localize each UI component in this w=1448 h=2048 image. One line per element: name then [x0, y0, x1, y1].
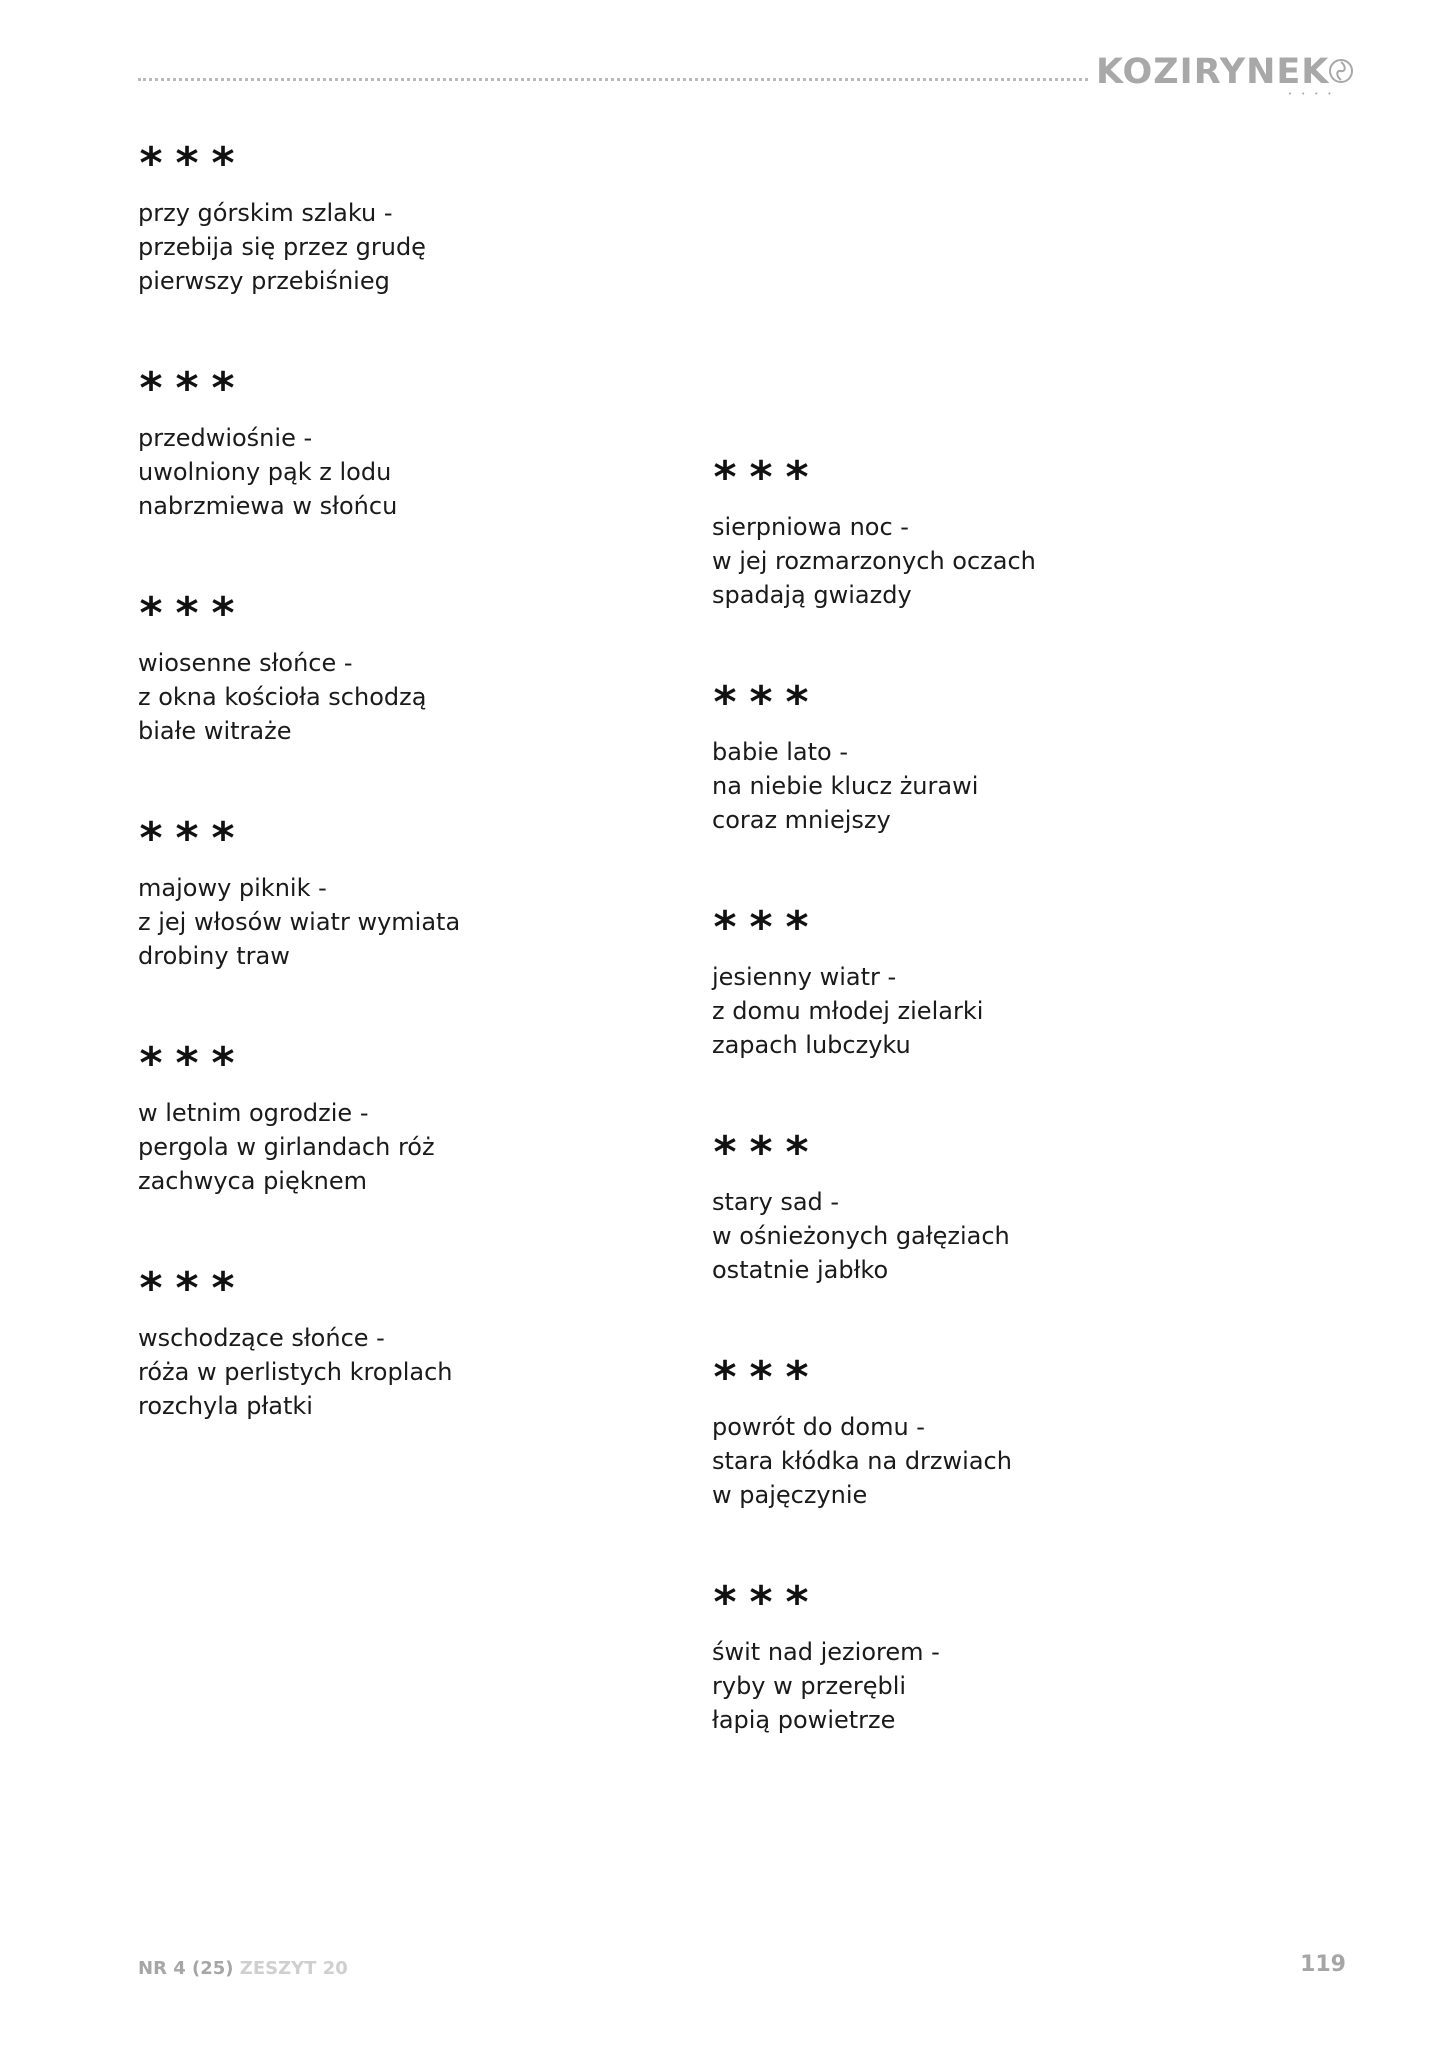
asterism-separator: [712, 677, 1272, 728]
haiku-line: coraz mniejszy: [712, 806, 891, 834]
haiku-line: sierpniowa noc -: [712, 513, 909, 541]
asterisk: *: [211, 1263, 235, 1314]
left-haiku-4: [138, 813, 698, 1042]
haiku-line: babie lato -: [712, 738, 848, 766]
haiku-line: stary sad -: [712, 1188, 840, 1216]
left-haiku-2: [138, 363, 698, 592]
haiku-line: białe witraże: [138, 717, 292, 745]
haiku-line: róża w perlistych kroplach: [138, 1358, 453, 1386]
asterisk: *: [175, 1263, 199, 1314]
haiku-line: z okna kościoła schodzą: [138, 683, 427, 711]
haiku-line: na niebie klucz żurawi: [712, 772, 979, 800]
asterisk: *: [713, 1577, 737, 1628]
asterism-separator: [138, 138, 698, 189]
asterisk: *: [139, 363, 163, 414]
haiku-line: jesienny wiatr -: [712, 963, 897, 991]
asterisk: *: [713, 677, 737, 728]
asterisk: *: [713, 1127, 737, 1178]
haiku-line: w jej rozmarzonych oczach: [712, 547, 1036, 575]
left-haiku-5: [138, 1038, 698, 1267]
right-haiku-5: [712, 1352, 1272, 1581]
haiku-line: nabrzmiewa w słońcu: [138, 492, 398, 520]
asterisk: *: [749, 1352, 773, 1403]
haiku-line: uwolniony pąk z lodu: [138, 458, 392, 486]
asterisk: *: [713, 452, 737, 503]
haiku-line: drobiny traw: [138, 942, 290, 970]
zeszyt-number: ZESZYT 20: [239, 1958, 348, 1979]
left-poem-column: [138, 138, 698, 1492]
haiku-line: świt nad jeziorem -: [712, 1638, 940, 1666]
right-poem-column: [712, 452, 1272, 1806]
haiku-line: ostatnie jabłko: [712, 1256, 889, 1284]
asterism-separator: [712, 452, 1272, 503]
asterisk: *: [785, 1127, 809, 1178]
asterisk: *: [211, 1038, 235, 1089]
haiku-line: z jej włosów wiatr wymiata: [138, 908, 461, 936]
haiku-line: przebija się przez grudę: [138, 233, 426, 261]
asterisk: *: [139, 1263, 163, 1314]
magazine-logo: [1096, 52, 1356, 102]
asterisk: *: [175, 813, 199, 864]
asterisk: *: [785, 677, 809, 728]
asterism-separator: [712, 1127, 1272, 1178]
right-haiku-3: [712, 902, 1272, 1131]
asterisk: *: [785, 452, 809, 503]
asterism-separator: [138, 588, 698, 639]
asterisk: *: [749, 1577, 773, 1628]
page-number: 119: [1300, 1952, 1346, 1977]
haiku-line: pergola w girlandach róż: [138, 1133, 435, 1161]
haiku-line: rozchyla płatki: [138, 1392, 313, 1420]
right-haiku-2: [712, 677, 1272, 906]
haiku-line: zachwyca pięknem: [138, 1167, 367, 1195]
haiku-line: z domu młodej zielarki: [712, 997, 984, 1025]
haiku-line: pierwszy przebiśnieg: [138, 267, 390, 295]
asterisk: *: [211, 813, 235, 864]
right-haiku-1: [712, 452, 1272, 681]
haiku-line: przy górskim szlaku -: [138, 199, 393, 227]
asterism-separator: [712, 902, 1272, 953]
haiku-line: spadają gwiazdy: [712, 581, 912, 609]
asterisk: *: [139, 138, 163, 189]
left-haiku-3: [138, 588, 698, 817]
haiku-line: wschodzące słońce -: [138, 1324, 385, 1352]
asterisk: *: [713, 1352, 737, 1403]
asterisk: *: [785, 1352, 809, 1403]
logo-dots: ••••: [1288, 90, 1341, 98]
asterisk: *: [175, 138, 199, 189]
asterisk: *: [139, 813, 163, 864]
footer-issue-info: [138, 1958, 348, 1979]
haiku-line: ryby w przerębli: [712, 1672, 907, 1700]
right-haiku-6: [712, 1577, 1272, 1806]
asterisk: *: [211, 588, 235, 639]
haiku-line: majowy piknik -: [138, 874, 327, 902]
haiku-line: w letnim ogrodzie -: [138, 1099, 369, 1127]
asterism-separator: [138, 1038, 698, 1089]
left-haiku-6: [138, 1263, 698, 1492]
haiku-line: w ośnieżonych gałęziach: [712, 1222, 1010, 1250]
asterisk: *: [175, 588, 199, 639]
asterism-separator: [138, 363, 698, 414]
header-dotted-rule: [138, 78, 1088, 81]
compass-swirl-icon: [1328, 58, 1354, 84]
asterisk: *: [139, 588, 163, 639]
haiku-line: stara kłódka na drzwiach: [712, 1447, 1012, 1475]
asterisk: *: [749, 1127, 773, 1178]
asterism-separator: [138, 813, 698, 864]
asterisk: *: [785, 902, 809, 953]
asterisk: *: [211, 363, 235, 414]
logo-text: KOZIRYNEK: [1096, 52, 1330, 92]
haiku-line: powrót do domu -: [712, 1413, 925, 1441]
asterism-separator: [138, 1263, 698, 1314]
asterism-separator: [712, 1352, 1272, 1403]
asterisk: *: [713, 902, 737, 953]
haiku-line: przedwiośnie -: [138, 424, 313, 452]
asterisk: *: [749, 677, 773, 728]
asterisk: *: [175, 1038, 199, 1089]
right-haiku-4: [712, 1127, 1272, 1356]
asterisk: *: [211, 138, 235, 189]
haiku-line: zapach lubczyku: [712, 1031, 911, 1059]
asterisk: *: [175, 363, 199, 414]
asterisk: *: [139, 1038, 163, 1089]
asterism-separator: [712, 1577, 1272, 1628]
asterisk: *: [749, 452, 773, 503]
asterisk: *: [749, 902, 773, 953]
left-haiku-1: [138, 138, 698, 367]
haiku-line: w pajęczynie: [712, 1481, 868, 1509]
haiku-line: wiosenne słońce -: [138, 649, 353, 677]
issue-number: NR 4 (25): [138, 1958, 234, 1979]
haiku-line: łapią powietrze: [712, 1706, 896, 1734]
asterisk: *: [785, 1577, 809, 1628]
